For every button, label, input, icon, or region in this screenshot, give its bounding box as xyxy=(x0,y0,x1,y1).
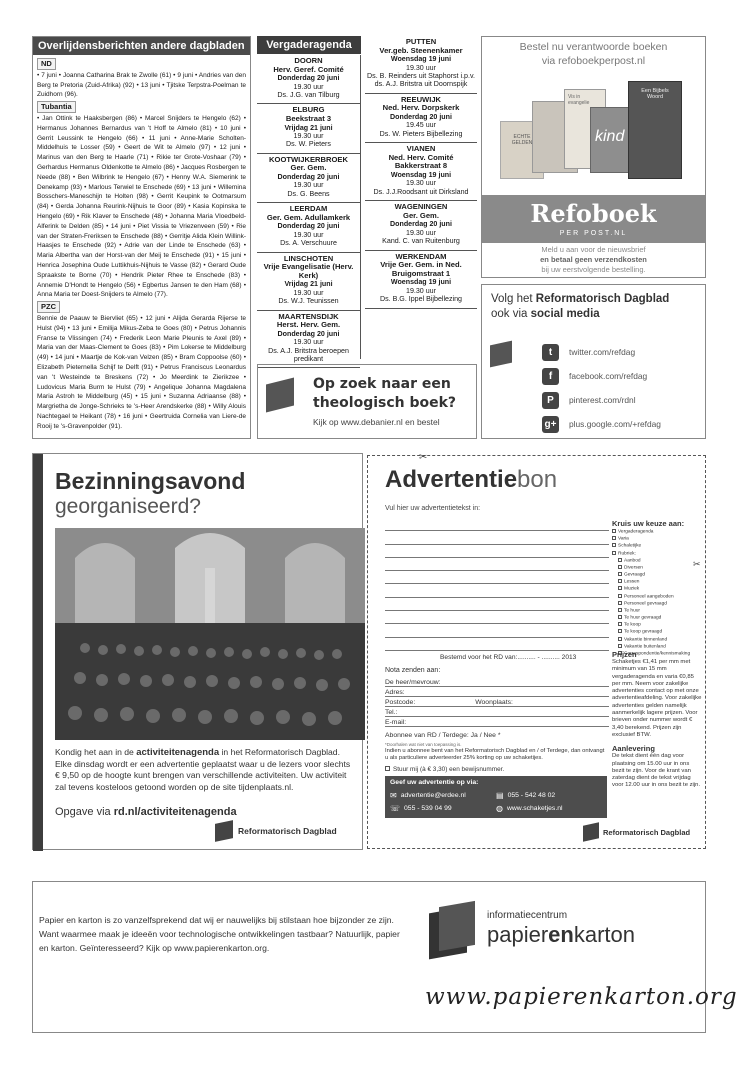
advbon-intro: Vul hier uw advertentietekst in: xyxy=(385,505,481,512)
scissors-icon: ✂ xyxy=(419,452,428,463)
refoboek-heading-2: via refoboekperpost.nl xyxy=(541,55,646,67)
debanier-ad[interactable] xyxy=(257,364,477,439)
option-label: Vakantie buitenland xyxy=(624,644,666,650)
agenda-date: Woensdag 19 juni xyxy=(390,55,452,64)
field-address-label: Adres: xyxy=(385,689,405,696)
bezinningsavond-ad xyxy=(32,453,363,850)
aanlevering-title: Aanlevering xyxy=(612,744,655,754)
agenda-time: 19.30 uur xyxy=(406,63,436,72)
agenda-place: PUTTEN xyxy=(405,37,437,46)
pinterest-icon: P xyxy=(542,392,559,409)
agenda-org: Herst. Herv. Gem. xyxy=(276,320,341,330)
agenda-speaker: Ds. G. Beens xyxy=(287,189,330,198)
papier-logo-main: papierenkarton xyxy=(487,922,635,947)
papierenkarton-ad xyxy=(32,881,738,1033)
doorhalen-note: *Doorhalen wat niet van toepassing is. xyxy=(385,742,462,747)
field-woonplaats-label: Woonplaats: xyxy=(475,699,513,706)
option-label: Te huur xyxy=(624,608,640,614)
option-label: Rubriek: xyxy=(618,550,636,556)
option-checkbox[interactable] xyxy=(612,615,704,622)
option-label: Vergaderagenda xyxy=(618,529,654,535)
overlijden-body xyxy=(33,55,250,431)
debanier-line-1: Op zoek naar een xyxy=(313,376,451,392)
agenda-speaker: Ds. A.J. Britstra beroepen predikant xyxy=(268,346,349,364)
field-email-label: E-mail: xyxy=(385,719,407,726)
option-checkbox[interactable] xyxy=(612,629,704,636)
social-link-googleplus[interactable] xyxy=(542,412,702,436)
social-line-2: ook via social media xyxy=(491,308,600,320)
agenda-time: 19.30 uur xyxy=(406,286,436,295)
bezinning-left-stripe xyxy=(33,454,43,851)
book-cover-4: kind xyxy=(590,107,640,173)
agenda-org: Ned. Herv. Dorpskerk xyxy=(382,103,460,113)
agenda-entry xyxy=(365,36,477,94)
kruis-title: Kruis uw keuze aan: xyxy=(612,519,685,528)
advertentie-text-lines[interactable] xyxy=(385,518,609,651)
agenda-place: VIANEN xyxy=(406,144,436,154)
fax-icon: ▤ xyxy=(496,791,504,800)
contact-form xyxy=(385,677,609,727)
field-name-label: De heer/mevrouw: xyxy=(385,679,441,686)
agenda-date: Donderdag 20 juni xyxy=(277,173,340,181)
option-label: Personeel gevraagd xyxy=(624,600,667,606)
rd-logo-icon xyxy=(215,820,233,842)
agenda-date: Vrijdag 21 juni xyxy=(284,123,333,132)
option-checkbox[interactable] xyxy=(612,586,704,593)
contact-email[interactable]: ✉ advertentie@erdee.nl xyxy=(390,791,466,800)
agenda-entry xyxy=(257,311,360,369)
refoboek-logo: Refoboek xyxy=(530,199,657,228)
agenda-org: Ger. Gem. xyxy=(290,163,327,173)
option-checkbox[interactable] xyxy=(612,637,704,644)
option-label: Lessen xyxy=(624,579,640,585)
agenda-time: 19.30 uur xyxy=(293,181,324,190)
nd-notices: • 7 juni • Joanna Catharina Brak te Zwolle (61) • 9 juni • Andries van den Berg te Pretoria (Zuid-Afrika) (92) • 13 juni • Tjitske Terpstra-Poelman te Zuidhorn (96). xyxy=(37,71,246,99)
agenda-speaker: Ds. J.G. van Tilburg xyxy=(277,91,340,99)
rd-logo: Reformatorisch Dagblad xyxy=(215,822,337,840)
social-link-label: facebook.com/refdag xyxy=(569,371,648,381)
option-label: Aanbod xyxy=(624,557,641,563)
agenda-speaker: Ds. W. Pieters Bijbellezing xyxy=(379,129,463,138)
indien-note: Indien u abonnee bent van het Reformatorisch Dagblad en / of Terdege, dan ontvangt u als particuliere adverteerder 25% korting op uw schaketijes. xyxy=(385,748,605,762)
agenda-date: Woensdag 19 juni xyxy=(390,171,452,179)
option-label: Gevraagd xyxy=(624,572,646,578)
agenda-date: Donderdag 20 juni xyxy=(277,329,340,338)
option-checkbox[interactable] xyxy=(612,601,704,608)
field-postcode-label: Postcode: xyxy=(385,699,416,706)
option-checkbox[interactable] xyxy=(612,551,704,558)
agenda-time: 19.30 uur xyxy=(406,179,436,188)
region-tag-pzc: PZC xyxy=(37,301,60,313)
social-link-facebook[interactable] xyxy=(542,364,702,388)
option-checkbox[interactable] xyxy=(612,579,704,586)
agenda-org: Herv. Geref. Comité xyxy=(273,64,344,74)
refoboek-logo-sub: PER POST.NL xyxy=(559,230,628,237)
envelope-icon: ✉ xyxy=(390,791,397,800)
bezinning-title-1: Bezinningsavond xyxy=(55,468,246,494)
prijzen-title: Prijzen xyxy=(612,650,637,659)
option-checkbox[interactable] xyxy=(612,543,704,550)
agenda-place: LEERDAM xyxy=(289,204,328,214)
agenda-org: Ger. Gem. xyxy=(403,210,439,220)
advertentiebon-form xyxy=(367,452,706,849)
option-label: Te koop gevraagd xyxy=(624,629,663,635)
agenda-entry xyxy=(365,201,477,250)
advbon-rd-logo: Reformatorisch Dagblad xyxy=(583,824,690,840)
agenda-time: 19.30 uur xyxy=(406,228,436,237)
book-cover-3: Vis in evangelie xyxy=(564,89,606,169)
keuze-options xyxy=(612,529,704,658)
agenda-entry xyxy=(365,143,477,201)
contact-fax: ▤ 055 - 542 48 02 xyxy=(496,791,556,800)
option-label: Te koop xyxy=(624,622,641,628)
contact-box-title: Geef uw advertentie op via: xyxy=(390,779,479,786)
agenda-time: 19.30 uur xyxy=(293,132,324,140)
googleplus-icon: g+ xyxy=(542,416,559,433)
refoboek-footer-1: Meld u aan voor de nieuwsbrief xyxy=(541,245,646,254)
agenda-time: 19.30 uur xyxy=(293,230,324,239)
option-checkbox[interactable] xyxy=(612,565,704,572)
agenda-place: KOOTWIJKERBROEK xyxy=(269,154,348,164)
agenda-entry xyxy=(257,104,360,153)
facebook-icon: f xyxy=(542,368,559,385)
social-media-ad xyxy=(481,284,706,439)
option-checkbox[interactable] xyxy=(612,558,704,565)
agenda-place: DOORN xyxy=(294,56,323,65)
option-checkbox[interactable] xyxy=(612,622,704,629)
refoboek-footer-3: bij uw eerstvolgende bestelling. xyxy=(541,265,646,274)
bestemd-voor[interactable]: Bestemd voor het RD van:.......... - .......... 2013 xyxy=(440,654,577,661)
refoboek-ad[interactable] xyxy=(481,36,706,278)
twitter-icon: t xyxy=(542,344,559,361)
tubantia-notices: • Jan Ottink te Haaksbergen (86) • Marcel Snijders te Hengelo (62) • Hermanus Johannes Bernardus van 't Hoff te Almelo (81) • 10 juni • Gerrit Leussink te Hengelo (66) • 11 juni • Anne-Marie Scholten-Middelhuis te Losser (59) • Geert de Wit te Almelo (97) • 12 juni • Marinus van den Berg te Haarle (71) • Rikie ter Grote-Voshaar (79) • Gerhardus Hermanus Oldenkotte te Almelo (86) • Jacques Rosbergen te Neede (88) • Ben Wilbrink te Hengelo (67) • Henny W.A. Siemerink te Denekamp (93) • Marlous Terwiel te Enschede (69) • 13 juni • Willemina Bosschers-Maneschijn te Holten (98) • Gerrit Keupink te Ootmarsum (84) • Gerda Johanna Reurink-Nijhuis te Goor (89) • Kasia Kopinska te Hengelo (69) • Rik Klaver te Enschede (48) • Johanna Maria Vloedbeld-Alferink te Delden (85) • 14 juni • Piet Vissia te Vriezenveen (59) • Rie van der Straten-Freriksen te Enschede (88) • Gerritje Alida Klein Willink-Haasjes te Enschede (92) • Adrie van der Linde te Enschede (63) • Maria Albertha van der Horst-van der Meij te Enschede (91) • 15 juni • Henrica Josephina Oude Luttikhuis-Nijhuis te Vasse (82) • Gerard Oude Spraakste te Borne (70) • Hendrik Pieter Rhee te Enschede (83) • Annemie D'Hondt te Hengelo (56) • Egbertus Jansen te den Ham (68) • Anna Maria ter Doest-Snijders te Almelo (77). xyxy=(37,114,246,299)
social-link-label: plus.google.com/+refdag xyxy=(569,419,661,429)
prijzen-block xyxy=(612,650,702,790)
agenda-speaker: Kand. C. van Ruitenburg xyxy=(382,237,460,246)
bezinning-cta[interactable]: Opgave via rd.nl/activiteitenagenda xyxy=(55,806,237,818)
papier-logo-icon xyxy=(429,904,475,956)
papier-url[interactable]: www.papierenkarton.org xyxy=(425,984,738,1010)
social-link-twitter[interactable] xyxy=(542,340,702,364)
agenda-place: WERKENDAM xyxy=(395,251,447,261)
agenda-date: Donderdag 20 juni xyxy=(390,220,452,229)
option-label: Correspondentie/kennismaking xyxy=(624,651,691,657)
option-label: Personeel aangeboden xyxy=(624,593,674,599)
contact-box xyxy=(385,776,607,818)
debanier-line-2: theologisch boek? xyxy=(313,395,457,411)
agenda-place: WAGENINGEN xyxy=(394,202,448,212)
agenda-date: Donderdag 20 juni xyxy=(390,113,452,121)
agenda-entry xyxy=(257,154,360,203)
papier-logo xyxy=(429,902,689,962)
nota-zenden: Nota zenden aan: xyxy=(385,667,441,674)
globe-icon: ◍ xyxy=(496,804,503,813)
advbon-rd-logo-icon xyxy=(583,822,599,841)
bewijsnummer-checkbox[interactable]: Stuur mij (à € 3,30) een bewijsnummer. xyxy=(385,766,504,773)
refoboek-footer-2: en betaal geen verzendkosten xyxy=(540,255,647,264)
agenda-org: Vrije Evangelisatie (Herv. Kerk) xyxy=(263,262,354,280)
church-photo xyxy=(55,528,365,740)
agenda-place: MAARTENSDIJK xyxy=(278,311,339,321)
agenda-date: Donderdag 20 juni xyxy=(277,222,340,231)
aanlevering-text: De tekst dient één dag voor plaatsing om 15.00 uur in ons bezit te zijn. Voor de krant van zaterdag dient de tekst vrijdag voor 12.00 uur in ons bezit te zijn. xyxy=(612,753,701,789)
option-checkbox[interactable] xyxy=(612,608,704,615)
agenda-date: Donderdag 20 juni xyxy=(277,74,340,83)
agenda-speaker: Ds. J.J.Roodsant uit Dirksland xyxy=(373,187,469,196)
option-label: Varia xyxy=(618,536,629,542)
agenda-speaker: Ds. B.G. Ippel Bijbellezing xyxy=(379,295,462,304)
advbon-title: Advertentiebon xyxy=(385,466,558,493)
social-line-1: Volg het Reformatorisch Dagblad xyxy=(491,293,670,305)
social-link-label: twitter.com/refdag xyxy=(569,347,636,357)
field-tel-label: Tel.: xyxy=(385,709,398,716)
agenda-time: 19.30 uur xyxy=(293,338,324,347)
refoboek-heading-1: Bestel nu verantwoorde boeken xyxy=(519,41,668,53)
agenda-time: 19.30 uur xyxy=(293,288,324,297)
vergaderagenda-column-2 xyxy=(365,36,477,359)
vergaderagenda-column-1 xyxy=(257,55,361,364)
agenda-entry xyxy=(257,55,360,104)
bezinning-body: Kondig het aan in de activiteitenagenda in het Reformatorisch Dagblad. Elke dinsdag wordt er een advertentie geplaatst waar u de lezers voor slechts € 9,50 op de hoogte kunt brengen van verschillende activiteiten. Uw activiteit zal tevens kosteloos getoond worden op de site tijdenplaats.nl. xyxy=(55,747,351,792)
scissors-side-icon: ✂ xyxy=(693,559,701,569)
agenda-org: Beekstraat 3 xyxy=(285,114,332,123)
option-label: Muziek xyxy=(624,586,640,592)
papier-text: Papier en karton is zo vanzelfsprekend dat wij er nauwelijks bij stilstaan hoe bijzonder ze zijn. Want waarmee maak je ideeën voor technologische ontwikkelingen tastbaar? Natuurlijk, papier en karton. Geïnteresseerd? Kijk op www.papierenkarton.org. xyxy=(39,915,400,953)
agenda-speaker: Ds. W.J. Teunissen xyxy=(278,297,339,306)
option-checkbox[interactable] xyxy=(612,594,704,601)
option-label: Te huur gevraagd xyxy=(624,615,662,621)
phone-icon: ☏ xyxy=(390,804,401,813)
book-cover-5: Een Bijbels Woord xyxy=(628,81,682,179)
debanier-sub[interactable]: Kijk op www.debanier.nl en bestel xyxy=(313,417,440,427)
bezinning-title-2: georganiseerd? xyxy=(55,495,201,518)
overlijden-title: Overlijdensberichten andere dagbladen xyxy=(33,37,250,55)
agenda-speaker: Ds. A. Verschuure xyxy=(280,239,337,248)
agenda-place: LINSCHOTEN xyxy=(283,253,334,263)
agenda-entry xyxy=(365,251,477,309)
agenda-entry xyxy=(257,203,360,252)
social-links-list xyxy=(542,340,702,436)
papier-logo-small: informatiecentrum xyxy=(487,910,568,921)
option-label: Vakantie binnenland xyxy=(624,636,668,642)
contact-phone[interactable]: ☏ 055 - 539 04 99 xyxy=(390,804,452,813)
option-label: Diversen xyxy=(624,565,643,571)
option-label: Schaletijke xyxy=(618,543,642,549)
contact-web[interactable]: ◍ www.schaketjes.nl xyxy=(496,804,563,813)
agenda-org: Ger. Gem. Adullamkerk xyxy=(266,212,351,222)
agenda-time: 19.30 uur xyxy=(293,82,324,91)
agenda-date: Woensdag 19 juni xyxy=(390,278,452,287)
agenda-speaker: Ds. W. Pieters xyxy=(286,140,331,149)
agenda-org: Ned. Herv. Comité Bakkerstraat 8 xyxy=(388,152,454,171)
option-checkbox[interactable] xyxy=(612,536,704,543)
overlijdensberichten-section xyxy=(32,36,251,439)
agenda-entry xyxy=(365,94,477,143)
pzc-notices: Bennie de Paauw te Biervliet (65) • 12 juni • Alijda Gerarda Rijerse te Hulst (94) • 13 juni • Emilija Mikus-Zeba te Goes (80) • Petrus Johannis Franse te Vlissingen (74) • Frederik Leon Marie Pleunis te Axel (89) • Maria van der Maas-Clement te Goes (83) • Pim Lokerse te Middelburg (49) • 14 juni • Maartje de Kok-van Velzen (85) • Bram Coppoolse (60) • Elizabeth Pieternella Schijf te Delft (91) • Petrus Franciscus Leonardus van 't Westeinde te Breskens (72) • Jo Meerdink te Zierikzee • Ludovicus Maria Burm te Hulst (79) • Angelique Johanna Magdalena Maria Astroh te Middelburg (45) • 15 juni • Suzanna Adriaanse (88) • Margrietha de Jonge-Schrieks te 's-Heer Arendskerke (88) • Willy Alouis Nachtegael te Heikant (78) • 16 juni • Geertruida Cornelia van Liere-de Rooij te 's-Gravenpolder (91). xyxy=(37,314,246,430)
vergaderagenda-title: Vergaderagenda xyxy=(257,36,361,54)
book-cover-1: ECHTE GELDEN xyxy=(500,121,544,179)
region-tag-nd: ND xyxy=(37,58,56,70)
agenda-speaker: Ds. B. Reinders uit Staphorst i.p.v. ds. A.J. Britstra uit Doornspijk xyxy=(367,72,475,89)
agenda-time: 19.45 uur xyxy=(406,121,436,130)
region-tag-tubantia: Tubantia xyxy=(37,101,76,113)
prijzen-text: Schaketjes €1,41 per mm met minimum van 15 mm vergaderagenda en varia €0,85 per mm. Neem voor zakelijke advertenties contact op met onze advertentieafdeling. Voor zakelijke advertenties gelden namelijk aanmerkelijk lagere prijzen. Voor brieven onder nummer wordt € 3,40 berekend. Prijzen zijn exclusief BTW. xyxy=(612,659,702,738)
agenda-date: Vrijdag 21 juni xyxy=(284,280,333,289)
book-stack-image xyxy=(494,81,694,191)
agenda-org: Ver.geb. Steenenkamer xyxy=(379,45,463,55)
refoboek-logo-band xyxy=(482,195,705,243)
abonnee-question[interactable]: Abonnee van RD / Terdege: Ja / Nee * xyxy=(385,732,501,739)
social-link-label: pinterest.com/rdnl xyxy=(569,395,636,405)
agenda-org: Vrije Ger. Gem. in Ned. Bruigomstraat 1 xyxy=(380,260,462,278)
rd-mark-icon xyxy=(490,341,512,368)
agenda-place: REEUWIJK xyxy=(400,94,442,104)
vergaderagenda-section xyxy=(257,36,477,364)
agenda-entry xyxy=(257,253,360,311)
debanier-logo-icon xyxy=(266,378,294,413)
agenda-place: ELBURG xyxy=(292,105,325,115)
social-link-pinterest[interactable] xyxy=(542,388,702,412)
